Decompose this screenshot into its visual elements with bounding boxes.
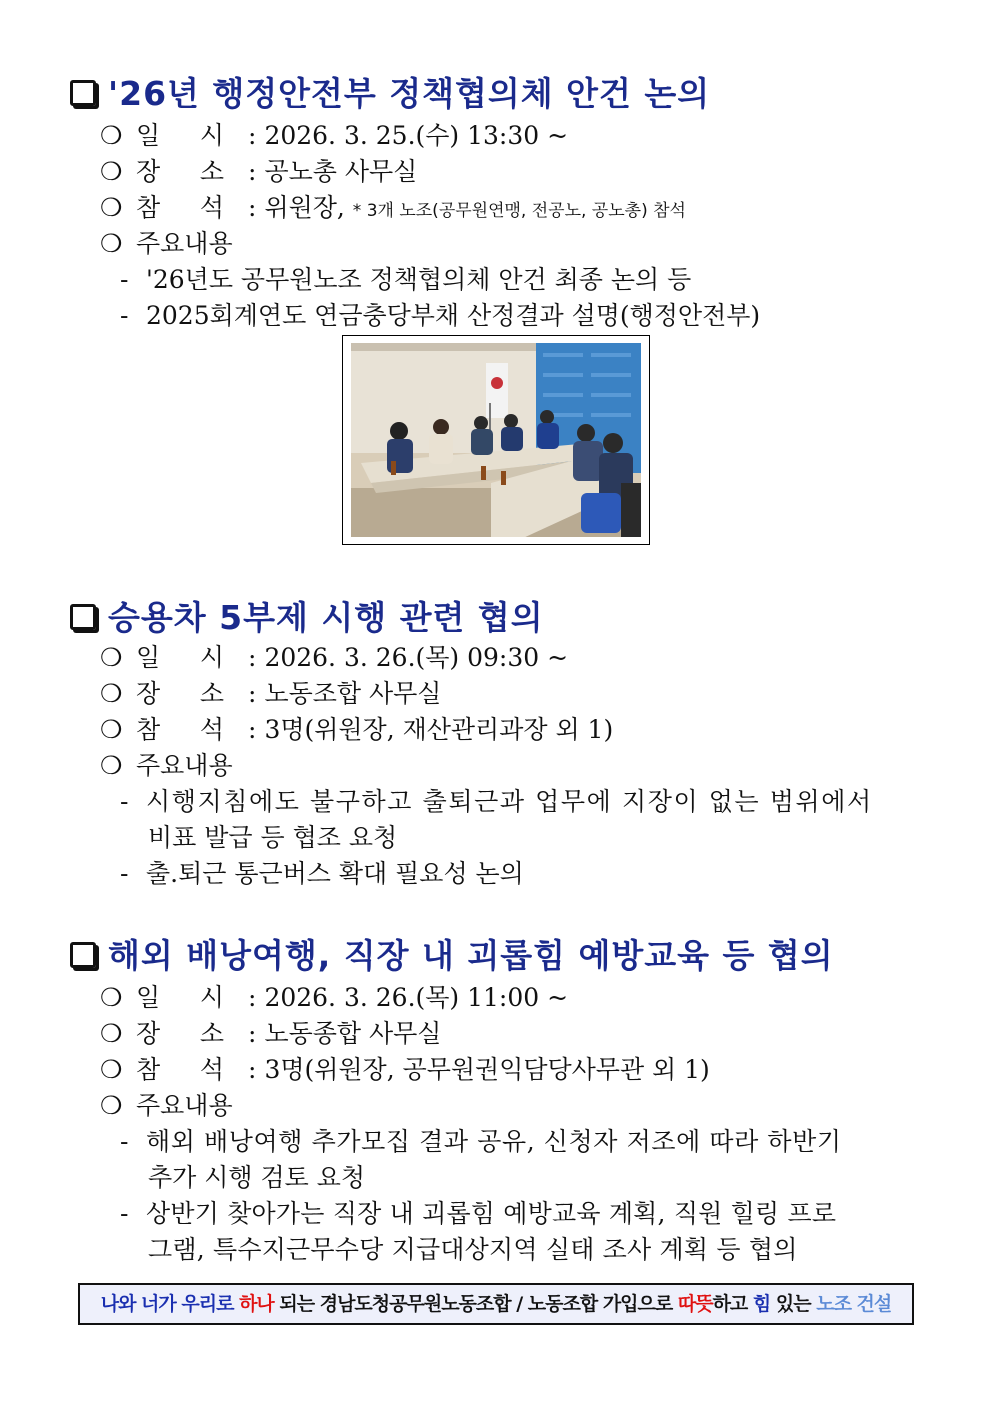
- date-label: 일 시: [136, 643, 225, 672]
- section-3-date-row: ❍ 일 시 : 2026. 3. 26.(목) 11:00 ~: [100, 978, 568, 1014]
- section-2-date-row: ❍ 일 시 : 2026. 3. 26.(목) 09:30 ~: [100, 638, 568, 674]
- list-item-continuation: 그램, 특수지근무수당 지급대상지역 실태 조사 계획 등 협의: [148, 1235, 798, 1264]
- section-2-title: 승용차 5부제 시행 관련 협의: [70, 592, 544, 639]
- attend-value: 3명(위원장, 재산관리과장 외 1): [264, 715, 614, 744]
- circle-bullet-icon: ❍: [100, 715, 123, 744]
- section-1-attend-row: ❍ 참 석 : 위원장, * 3개 노조(공무원연맹, 전공노, 공노총) 참석: [100, 188, 686, 224]
- content-label: 주요내용: [136, 1091, 233, 1120]
- list-item: - 해외 배낭여행 추가모집 결과 공유, 신청자 저조에 따라 하반기: [120, 1127, 842, 1156]
- attend-label: 참 석: [136, 193, 225, 222]
- meeting-photo-image: [351, 343, 641, 537]
- attend-label: 참 석: [136, 1055, 225, 1084]
- circle-bullet-icon: ❍: [100, 193, 123, 222]
- circle-bullet-icon: ❍: [100, 751, 123, 780]
- section-3-content-row: [100, 1086, 233, 1122]
- circle-bullet-icon: ❍: [100, 679, 123, 708]
- list-item: - 상반기 찾아가는 직장 내 괴롭힘 예방교육 계획, 직원 힐링 프로: [120, 1199, 837, 1228]
- list-item: - 2025회계연도 연금충당부채 산정결과 설명(행정안전부): [120, 301, 761, 330]
- place-value: 노동종합 사무실: [264, 1019, 442, 1048]
- circle-bullet-icon: ❍: [100, 229, 123, 258]
- content-label: 주요내용: [136, 751, 233, 780]
- date-label: 일 시: [136, 983, 225, 1012]
- attend-label: 참 석: [136, 715, 225, 744]
- circle-bullet-icon: ❍: [100, 1019, 123, 1048]
- circle-bullet-icon: ❍: [100, 1091, 123, 1120]
- date-label: 일 시: [136, 121, 225, 150]
- section-3-title: 해외 배낭여행, 직장 내 괴롭힘 예방교육 등 협의: [70, 930, 834, 977]
- list-item: - 출.퇴근 통근버스 확대 필요성 논의: [120, 859, 524, 888]
- list-item-continuation: 비표 발급 등 협조 요청: [148, 823, 398, 852]
- section-1-content-row: [100, 224, 233, 260]
- attend-value: 3명(위원장, 공무원권익담당사무관 외 1): [264, 1055, 710, 1084]
- place-value: 공노총 사무실: [264, 157, 418, 186]
- section-1-date-row: ❍ 일 시 : 2026. 3. 25.(수) 13:30 ~: [100, 116, 568, 152]
- date-value: 2026. 3. 26.(목) 11:00 ~: [264, 983, 569, 1012]
- list-item: - '26년도 공무원노조 정책협의체 안건 최종 논의 등: [120, 265, 692, 294]
- section-1-place-row: ❍ 장 소 : 공노총 사무실: [100, 152, 417, 188]
- footer-slogan: 나와 너가 우리로 하나 되는 경남도청공무원노동조합 / 노동조합 가입으로 따뜻하고 힘 있는 노조 건설: [78, 1283, 914, 1325]
- section-2-content-row: [100, 746, 233, 782]
- circle-bullet-icon: ❍: [100, 643, 123, 672]
- attend-note: * 3개 노조(공무원연맹, 전공노, 공노총) 참석: [352, 201, 686, 221]
- date-value: 2026. 3. 25.(수) 13:30 ~: [264, 121, 569, 150]
- checkbox-icon: [70, 80, 96, 106]
- meeting-photo: [342, 335, 650, 545]
- checkbox-icon: [70, 604, 96, 630]
- place-label: 장 소: [136, 1019, 225, 1048]
- attend-value: 위원장,: [264, 193, 345, 222]
- section-3-attend-row: ❍ 참 석 : 3명(위원장, 공무원권익담당사무관 외 1): [100, 1050, 710, 1086]
- section-2-attend-row: ❍ 참 석 : 3명(위원장, 재산관리과장 외 1): [100, 710, 613, 746]
- place-value: 노동조합 사무실: [264, 679, 442, 708]
- section-1-title: '26년 행정안전부 정책협의체 안건 논의: [70, 68, 710, 115]
- circle-bullet-icon: ❍: [100, 983, 123, 1012]
- place-label: 장 소: [136, 679, 225, 708]
- section-3-place-row: ❍ 장 소 : 노동종합 사무실: [100, 1014, 441, 1050]
- date-value: 2026. 3. 26.(목) 09:30 ~: [264, 643, 569, 672]
- circle-bullet-icon: ❍: [100, 157, 123, 186]
- list-item: - 시행지침에도 불구하고 출퇴근과 업무에 지장이 없는 범위에서: [120, 787, 873, 816]
- section-2-place-row: ❍ 장 소 : 노동조합 사무실: [100, 674, 441, 710]
- checkbox-icon: [70, 942, 96, 968]
- content-label: 주요내용: [136, 229, 233, 258]
- circle-bullet-icon: ❍: [100, 121, 123, 150]
- list-item-continuation: 추가 시행 검토 요청: [148, 1163, 366, 1192]
- place-label: 장 소: [136, 157, 225, 186]
- circle-bullet-icon: ❍: [100, 1055, 123, 1084]
